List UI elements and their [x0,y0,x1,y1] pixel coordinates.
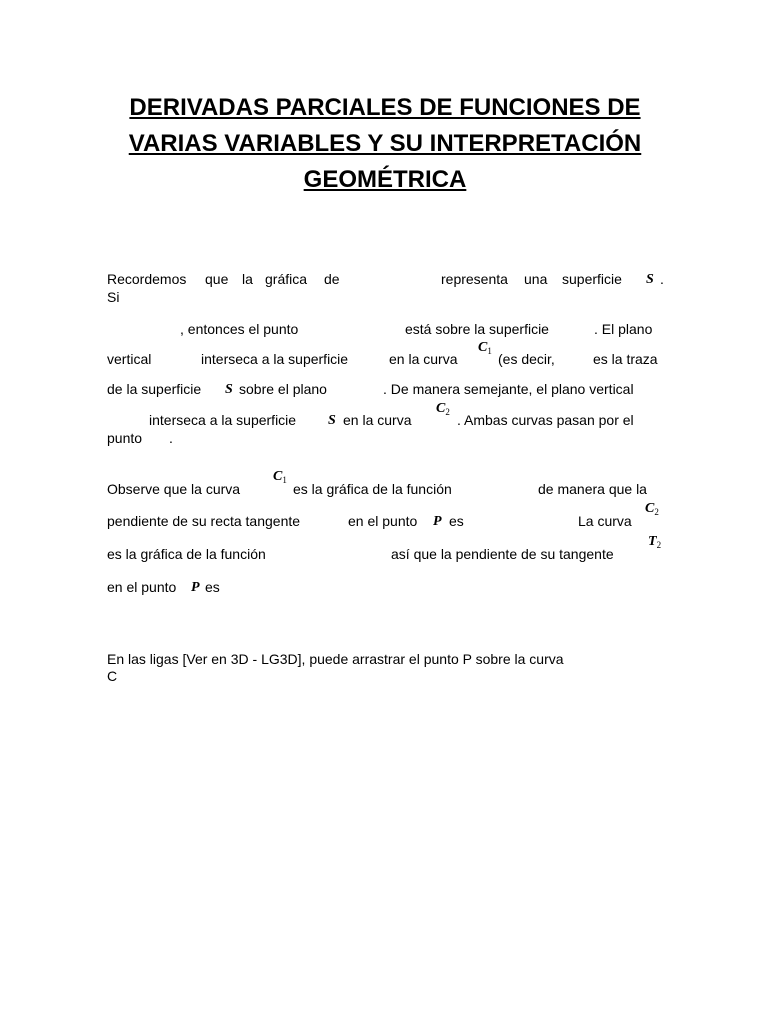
p3-text: La curva [578,513,632,529]
title-line-1: DERIVADAS PARCIALES DE FUNCIONES DE [129,94,641,121]
p1-word: que [205,271,229,287]
title-line-2: VARIAS VARIABLES Y SU INTERPRETACIÓN [128,130,642,157]
p1-word: de [324,271,340,287]
p2-text: interseca a la superficie [201,351,349,367]
page-title [60,90,710,198]
math-symbol-s: S [225,382,233,397]
p2-text: . [169,430,173,446]
p2-text: (es decir, [498,351,555,367]
p1-word: gráfica [265,271,308,287]
p3-text: es la gráfica de la función [107,546,266,562]
p1-line-2: Si [107,289,120,305]
p2-text: de la superficie [107,381,202,397]
title-line-3: GEOMÉTRICA [303,166,467,193]
p2-text: . El plano [594,321,653,337]
p1-word: . [660,271,664,287]
p1-word: una [524,271,548,287]
math-symbol-c1: $C_1$ [273,469,287,485]
p1-word: Recordemos [107,271,187,287]
p2-text: en la curva [343,412,412,428]
math-symbol-p: P [191,580,200,595]
p3-text: en el punto [107,579,177,595]
p2-text: interseca a la superficie [149,412,297,428]
p3-text: en el punto [348,513,418,529]
p2-text: es la traza [593,351,658,367]
p3-text: es [449,513,464,529]
p3-text: es la gráfica de la función [293,481,452,497]
p1-word: la [242,271,253,287]
p3-text: así que la pendiente de su tangente [391,546,614,562]
math-symbol-s: S [328,413,336,428]
p2-text: punto [107,430,143,446]
p2-text: vertical [107,351,152,367]
math-symbol-s: S [646,272,654,287]
math-symbol-t2: $T_2$ [648,534,662,550]
p2-text: , entonces el punto [180,321,299,337]
p2-text: sobre el plano [239,381,327,397]
p3-text: pendiente de su recta tangente [107,513,301,529]
p3-text: es [205,579,220,595]
p1-word: superficie [562,271,622,287]
math-symbol-c2: $C_2$ [645,501,659,517]
p2-text: en la curva [389,351,458,367]
p3-text: Observe que la curva [107,481,241,497]
math-symbol-p: P [433,514,442,529]
p2-text: . Ambas curvas pasan por el [457,412,634,428]
p2-text: . De manera semejante, el plano vertical [383,381,634,397]
p4-line-2: C [107,668,118,684]
p4-line-1: En las ligas [Ver en 3D - LG3D], puede arrastrar el punto P sobre la curva [107,651,564,667]
math-symbol-c2: $C_2$ [436,401,450,417]
p2-text: está sobre la superficie [405,321,549,337]
math-symbol-c1: $C_1$ [478,340,492,356]
p3-text: de manera que la [538,481,647,497]
p1-word: representa [441,271,508,287]
